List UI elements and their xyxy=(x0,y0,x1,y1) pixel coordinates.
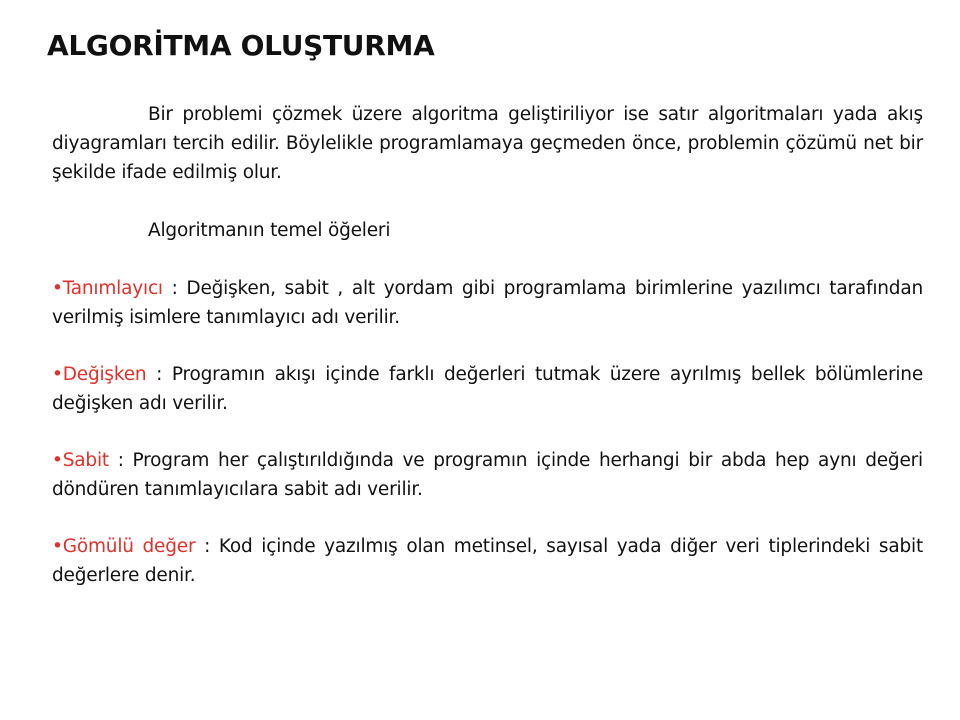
definition-sabit: : Program her çalıştırıldığında ve programın içinde herhangi bir abda hep aynı değeri döndüren tanımlayıcılara sabit adı verilir. xyxy=(52,450,923,500)
intro-paragraph: Bir problemi çözmek üzere algoritma geliştiriliyor ise satır algoritmaları yada akış diyagramları tercih edilir. Böylelikle programlamaya geçmeden önce, problemin çözümü net bir şekilde ifade edilmiş olur. xyxy=(52,104,923,183)
term-degisken: Değişken xyxy=(62,364,147,385)
term-tanimlayici: Tanımlayıcı xyxy=(62,278,163,299)
slide-body xyxy=(52,100,923,590)
definition-tanimlayici: : Değişken, sabit , alt yordam gibi programlama birimlerine yazılımcı tarafından verilmiş isimlere tanımlayıcı adı verilir. xyxy=(52,278,923,328)
bullet-icon: • xyxy=(52,278,63,299)
definition-degisken: : Programın akışı içinde farklı değerleri tutmak üzere ayrılmış bellek bölümlerine değişken adı verilir. xyxy=(52,364,923,414)
list-item xyxy=(52,532,923,590)
bullet-icon: • xyxy=(52,364,63,385)
slide-title: ALGORİTMA OLUŞTURMA xyxy=(47,29,435,62)
definition-gomulu-deger: : Kod içinde yazılmış olan metinsel, sayısal yada diğer veri tiplerindeki sabit değerlere denir. xyxy=(52,536,923,586)
list-item xyxy=(52,360,923,418)
subheading: Algoritmanın temel öğeleri xyxy=(148,220,391,241)
bullet-icon: • xyxy=(52,450,63,471)
term-sabit: Sabit xyxy=(62,450,109,471)
list-item xyxy=(52,446,923,504)
term-gomulu-deger: Gömülü değer xyxy=(62,536,196,557)
bullet-icon: • xyxy=(52,536,63,557)
list-item xyxy=(52,274,923,332)
